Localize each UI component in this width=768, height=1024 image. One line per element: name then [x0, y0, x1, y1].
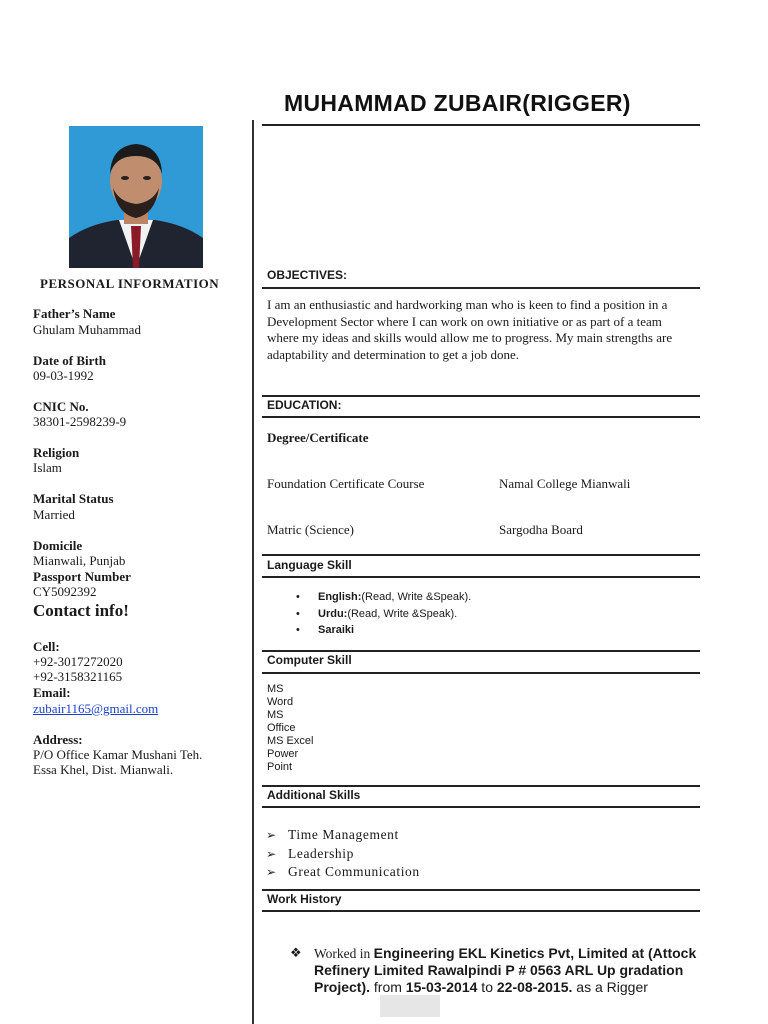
work-text-4: as a Rigger [572, 979, 648, 995]
list-item [266, 863, 420, 882]
list-item: • Saraiki [296, 624, 355, 636]
language-detail: (Read, Write &Speak). [347, 607, 458, 620]
marital-value: Married [33, 507, 75, 522]
religion-label: Religion [33, 445, 80, 460]
objectives-text: I am an enthusiastic and hardworking man who is keen to find a position in a Development Sector where I can work on own initiative or as part of a team where my ideas and skills would allow me to progress. My main strengths are adaptability and determination to get a job done. [267, 297, 673, 362]
work-rule-bottom [262, 910, 700, 912]
skill-label: Great Communication [288, 864, 420, 879]
list-item [266, 845, 420, 864]
marital-label: Marital Status [33, 491, 114, 506]
language-rule-top [262, 554, 700, 556]
computer-rule-top [262, 650, 700, 652]
computer-skill-list [267, 683, 313, 774]
contact-heading: Contact info! [33, 601, 129, 620]
work-date-to: 22-08-2015. [496, 979, 573, 995]
list-item: Power [267, 748, 299, 760]
work-heading: Work History [267, 892, 342, 906]
education-degree-2: Matric (Science) [267, 522, 354, 537]
fathers-name-label: Father’s Name [33, 306, 116, 321]
address-label: Address: [33, 732, 83, 747]
page-title: MUHAMMAD ZUBAIR(RIGGER) [284, 90, 631, 116]
objectives-heading: OBJECTIVES: [267, 268, 348, 282]
additional-heading: Additional Skills [267, 788, 361, 802]
address-line-1: P/O Office Kamar Mushani Teh. [33, 747, 203, 762]
religion-value: Islam [33, 460, 62, 475]
language-detail: (Read, Write &Speak). [361, 591, 472, 603]
cnic-value: 38301-2598239-9 [33, 414, 127, 429]
work-text-2: from [370, 979, 406, 995]
additional-rule-bottom [262, 806, 700, 808]
language-rule-bottom [262, 576, 700, 578]
email-label: Email: [33, 685, 71, 700]
cell-value-1: +92-3017272020 [33, 654, 123, 669]
language-list [296, 589, 471, 639]
profile-photo [69, 126, 203, 268]
dob-value: 09-03-1992 [33, 368, 94, 383]
work-text-1: Worked in [314, 946, 374, 961]
skill-label: Leadership [288, 845, 354, 861]
column-divider [252, 120, 254, 1024]
cell-value-2: +92-3158321165 [33, 669, 123, 684]
passport-value: CY5092392 [33, 584, 97, 599]
language-name: Urdu: [318, 607, 348, 620]
skill-label: Time Management [288, 827, 399, 842]
additional-rule-top [262, 785, 700, 787]
degree-subheading: Degree/Certificate [267, 430, 369, 445]
arrow-bullet-icon: ➢ [266, 865, 277, 879]
email-link[interactable]: zubair1165@gmail.com [33, 701, 159, 716]
list-item: MS [267, 709, 284, 721]
dob-label: Date of Birth [33, 353, 106, 368]
computer-rule-bottom [262, 672, 700, 674]
cnic-label: CNIC No. [33, 399, 89, 414]
personal-info-heading: PERSONAL INFORMATION [40, 276, 220, 291]
list-item: MS Excel [267, 735, 314, 747]
diamond-bullet-icon: ❖ [290, 945, 302, 960]
education-degree-1: Foundation Certificate Course [267, 476, 425, 491]
education-rule-bottom [262, 416, 700, 418]
education-institute-2: Sargodha Board [499, 522, 583, 537]
work-text-3: to [477, 979, 497, 995]
arrow-bullet-icon: ➢ [266, 828, 277, 842]
list-item: MS [267, 683, 284, 695]
domicile-label: Domicile [33, 538, 83, 553]
work-date-from: 15-03-2014 [405, 979, 478, 995]
objectives-rule [262, 287, 700, 289]
language-heading: Language Skill [267, 558, 352, 572]
additional-skill-list [266, 826, 420, 882]
title-underline [262, 124, 700, 126]
list-item [266, 826, 420, 845]
work-entry [314, 945, 724, 996]
work-rule-top [262, 889, 700, 891]
fathers-name-value: Ghulam Muhammad [33, 322, 141, 337]
list-item: Word [267, 696, 294, 708]
list-item: • English:(Read, Write &Speak). [296, 591, 472, 603]
education-institute-1: Namal College Mianwali [499, 476, 631, 491]
passport-label: Passport Number [33, 569, 131, 584]
cell-label: Cell: [33, 639, 60, 654]
computer-heading: Computer Skill [267, 653, 352, 667]
education-heading: EDUCATION: [267, 398, 342, 412]
address-line-2: Essa Khel, Dist. Mianwali. [33, 762, 174, 777]
list-item: Point [267, 761, 293, 773]
language-name: Saraiki [318, 624, 355, 636]
work-company: Engineering EKL Kinetics Pvt, Limited at (Attock Refinery Limited Rawalpindi P # 0563 ARL Up gradation Project). [314, 945, 697, 995]
language-name: English: [318, 591, 362, 603]
domicile-value: Mianwali, Punjab [33, 553, 126, 568]
list-item: • Urdu:(Read, Write &Speak). [296, 607, 458, 620]
education-rule-top [262, 395, 700, 397]
list-item: Office [267, 722, 296, 734]
arrow-bullet-icon: ➢ [266, 846, 277, 861]
overlay-artifact [380, 995, 440, 1017]
